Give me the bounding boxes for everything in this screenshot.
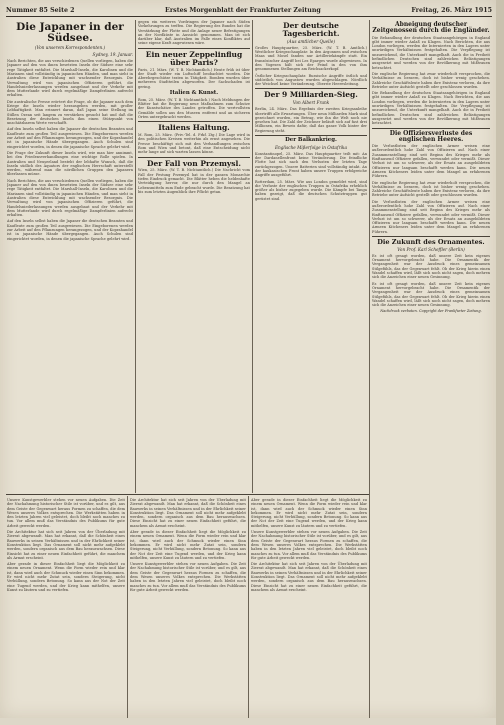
- article-headline: Der Balkankrieg.: [285, 137, 337, 144]
- article-text: Nach Berichten, die aus verschiedenen Quellen vorliegen, haben die Japaner auf den von ihnen besetzten Inseln der Südsee eine sehr rege Tätigkeit entfaltet. Die Marshall-Inseln, die Karolinen und die Marianen sind vollständig in japanischen Händen, und man sieht in Australien diese Entwicklung mit wachsender Besorgnis. Die Verwaltung wird von japanischen Offizieren geführt, die Handelsniederlassungen werden ausgebaut und der Verkehr mit dem Mutterlande wird durch regelmäßige Dampferlinien aufrecht erhalten.: [7, 178, 133, 218]
- article-dateline: Sydney, 19. Januar.: [92, 52, 133, 58]
- feuilleton-text: Die Architektur hat sich seit Jahren von der Überladung mit Zierrat abgewandt. Man hat erkannt, daß die Schönheit eines Bauwerks in seinen Verhältnissen und in der Ehrlichkeit seiner Konstruktion liegt. Das Ornament soll nicht mehr aufgeklebt werden, sondern organisch aus dem Bau herauswachsen. Diese Einsicht hat zu einer neuen Einfachheit geführt, die manchem als Armut erscheint.: [130, 498, 246, 528]
- article-text: Die australische Presse erörtert die Frage, ob die Japaner nach dem Kriege die Inseln wieder herausgeben werden, mit großer Lebhaftigkeit. Man erinnert daran, daß Japan seine Stellung im Stillen Ozean seit langem zu verstärken gesucht hat und daß die Besetzung der deutschen Inseln ihm einen Stützpunkt von unschätzbarem Werte verschafft.: [7, 99, 133, 126]
- article-text: Auf den Inseln selbst haben die Japaner die deutschen Beamten und Kaufleute zum großen Teil ausgewiesen. Die Eingeborenen werden zur Arbeit auf den Pflanzungen herangezogen, und der Koprahandel ist in japanische Hände übergegangen. Auch Schulen sind eingerichtet worden, in denen die japanische Sprache gelehrt wird.: [7, 127, 133, 149]
- article-text: Die englische Regierung hat zwar wiederholt versprochen, die Verhältnisse zu bessern, doch ist bisher wenig geschehen. Zahlreiche Geschäftsleute haben ihre Existenz verloren, da ihre Betriebe unter Aufsicht gestellt oder geschlossen wurden.: [372, 71, 490, 89]
- masthead-issue: Nummer 85 Seite 2: [6, 6, 75, 14]
- article-text: Rotterdam, 25. März. Wie aus London gemeldet wird, sind die Verluste der englischen Truppen in Ostafrika erheblich größer als bisher zugegeben wurde. Die Kämpfe bei Tanga haben gezeigt, daß die deutschen Schutztruppen gut gerüstet sind.: [255, 179, 367, 201]
- article-subline: Von Albert Frank: [292, 100, 330, 106]
- article-subline: Englische Mißerfolge in Ostafrika: [275, 144, 347, 150]
- article-text: M. Rom, 25. März. (Priv.-Tel. d. Frkf. Ztg.) Die Lage wird in den politischen Kreisen weiterhin als ernst angesehen. Die Presse beschäftigt sich mit den Verhandlungen zwischen Rom und Wien und betont, daß eine Entscheidung nicht mehr lange auf sich warten lassen könne.: [138, 133, 250, 155]
- article-text: Die Verlustlisten der englischen Armee weisen eine außerordentlich hohe Zahl von Offizieren auf. Nach einer Zusammenstellung sind seit Beginn des Krieges mehr als fünftausend Offiziere gefallen, verwundet oder vermißt. Dieser Verlust ist um so schwerer, als der Ersatz an ausgebildeten Offizieren nur langsam beschafft werden kann. Die neuen Armeen Kitcheners leiden unter dem Mangel an erfahrenen Führern.: [372, 144, 490, 179]
- column-rule: [252, 20, 253, 493]
- article-text: Nach Berichten, die aus verschiedenen Quellen vorliegen, haben die Japaner auf den von ihnen besetzten Inseln der Südsee eine sehr rege Tätigkeit entfaltet. Die Marshall-Inseln, die Karolinen und die Marianen sind vollständig in japanischen Händen, und man sieht in Australien diese Entwicklung mit wachsender Besorgnis. Die Verwaltung wird von japanischen Offizieren geführt, die Handelsniederlassungen werden ausgebaut und der Verkehr mit dem Mutterlande wird durch regelmäßige Dampferlinien aufrecht erhalten.: [7, 59, 133, 98]
- section-divider: [6, 494, 369, 495]
- masthead: [6, 4, 492, 17]
- feuilleton-text: Unsere Kunstgewerbler stehen vor neuen Aufgaben. Die Zeit der Nachahmung historischer Stile ist vorüber, und es gilt, aus dem Geiste der Gegenwart heraus Formen zu schaffen, die dem Wesen unseres Volkes entsprechen. Die Werkstätten haben in den letzten Jahren viel geleistet, doch bleibt noch manches zu tun. Vor allem muß das Verständnis des Publikums für gute Arbeit geweckt werden.: [7, 498, 125, 528]
- article-text: Großes Hauptquartier, 25. März. (W. T. B. Amtlich.) Westlicher Kriegsschauplatz: In den Argonnen und zwischen Maas und Mosel fanden nur Artilleriekämpfe statt. Ein französischer Angriff bei Les Eparges wurde abgewiesen. In den Vogesen hält sich der Feind in den von ihm genommenen Stellungen am Reichsackerkopf.: [255, 45, 367, 72]
- article-text: Die Behandlung der deutschen Staatsangehörigen in England gibt immer wieder Anlaß zu Klagen. Nach Berichten, die aus London vorliegen, werden die Internierten in den Lagern unter unwürdigen Verhältnissen festgehalten. Die Verpflegung ist unzureichend, die Unterkunft mangelhaft. Auch die in Freiheit befindlichen Deutschen sind zahlreichen Belästigungen ausgesetzt und werden von der Bevölkerung mit Mißtrauen betrachtet.: [372, 35, 490, 70]
- article-footnote: Nachdruck verboten. Copyright der Frankfurter Zeitung.: [380, 309, 482, 314]
- feuilleton-text: Die Architektur hat sich seit Jahren von der Überladung mit Zierrat abgewandt. Man hat erkannt, daß die Schönheit eines Bauwerks in seinen Verhältnissen und in der Ehrlichkeit seiner Konstruktion liegt. Das Ornament soll nicht mehr aufgeklebt werden, sondern organisch aus dem Bau herauswachsen. Diese Einsicht hat zu einer neuen Einfachheit geführt, die manchem als Armut erscheint.: [251, 562, 367, 592]
- article-subline: Von Prof. Karl Scheffler (Berlin): [397, 246, 465, 252]
- article-text: Auf den Inseln selbst haben die Japaner die deutschen Beamten und Kaufleute zum großen Teil ausgewiesen. Die Eingeborenen werden zur Arbeit auf den Pflanzungen herangezogen, und der Koprahandel ist in japanische Hände übergegangen. Auch Schulen sind eingerichtet worden, in denen die japanische Sprache gelehrt wird.: [7, 219, 133, 241]
- article-text: Konstantinopel, 25. März. Das Hauptquartier teilt mit: An der Dardanellenfront keine Veränderung. Die feindliche Flotte hat sich nach den Verlusten der letzten Tage zurückgezogen. Unsere Batterien sind vollständig intakt. An der kaukasischen Front haben unsere Truppen erfolgreiche Angriffe ausgeführt.: [255, 151, 367, 178]
- article-text: Die englische Regierung hat zwar wiederholt versprochen, die Verhältnisse zu bessern, doch ist bisher wenig geschehen. Zahlreiche Geschäftsleute haben ihre Existenz verloren, da ihre Betriebe unter Aufsicht gestellt oder geschlossen wurden.: [372, 180, 490, 198]
- article-divider: [138, 48, 250, 49]
- article-divider: [255, 88, 367, 89]
- article-text: Berlin, 24. März. Das Ergebnis der zweiten Kriegsanleihe übertrifft alle Erwartungen. Über neun Milliarden Mark sind gezeichnet worden, ein Betrag, wie ihn die Welt noch nie gesehen hat. Die Zahl der Zeichner beläuft sich auf fast drei Millionen, ein Beweis dafür, daß das ganze Volk hinter der Regierung steht.: [255, 107, 367, 133]
- column-1: [7, 20, 133, 492]
- article-divider: [372, 128, 490, 129]
- article-headline: Italien & Kunst.: [169, 90, 219, 97]
- article-text: Die Behandlung der deutschen Staatsangehörigen in England gibt immer wieder Anlaß zu Klagen. Nach Berichten, die aus London vorliegen, werden die Internierten in den Lagern unter unwürdigen Verhältnissen festgehalten. Die Verpflegung ist unzureichend, die Unterkunft mangelhaft. Auch die in Freiheit befindlichen Deutschen sind zahlreichen Belästigungen ausgesetzt und werden von der Bevölkerung mit Mißtrauen betrachtet.: [372, 91, 490, 126]
- article-divider: [138, 157, 250, 158]
- column-rule: [135, 20, 136, 493]
- article-headline: Abneigung deutscher Zeitgenossen durch die Engländer.: [372, 21, 490, 35]
- article-headline: Die Offiziersverluste des englischen Heeres.: [389, 129, 473, 143]
- article-text: Die Frage der Zukunft dieser Inseln wird, wie man hier annimmt, bei den Friedensverhandlungen eine wichtige Rolle spielen. In Australien und Neuseeland besteht der lebhafte Wunsch, daß die Inseln südlich des Äquators der englischen Herrschaft unterstellt werden, während man die nördlichen Gruppen den Japanern überlassen müsse.: [7, 150, 133, 177]
- article-divider: [255, 135, 367, 136]
- article-headline: Der deutsche Tagesbericht.: [282, 21, 340, 38]
- article-headline: Ein neuer Zeppelinflug über Paris?: [145, 49, 243, 67]
- column-4: [372, 20, 490, 718]
- column-rule: [248, 496, 249, 718]
- article-divider: [138, 121, 250, 122]
- column-rule: [369, 20, 370, 718]
- article-headline: Der Fall von Przemysl.: [147, 158, 241, 168]
- article-text: Rom, 25. März. (W. T. B. Nichtamtlich.) Nach Meldungen der Blätter hat die Regierung neue Maßnahmen zum Schutze der Kunstschätze des Landes getroffen. Die wertvollsten Gemälde sollen aus den Museen entfernt und an sicheren Orten untergebracht werden.: [138, 97, 250, 119]
- feuilleton-text: Die Architektur hat sich seit Jahren von der Überladung mit Zierrat abgewandt. Man hat erkannt, daß die Schönheit eines Bauwerks in seinen Verhältnissen und in der Ehrlichkeit seiner Konstruktion liegt. Das Ornament soll nicht mehr aufgeklebt werden, sondern organisch aus dem Bau herauswachsen. Diese Einsicht hat zu einer neuen Einfachheit geführt, die manchem als Armut erscheint.: [7, 530, 125, 560]
- article-headline: Der 9 Milliarden-Sieg.: [264, 90, 358, 100]
- article-subline: (Von unserem Korrespondenten.): [34, 45, 106, 51]
- article-headline: Italiens Haltung.: [158, 123, 230, 133]
- article-text: Die Verlustlisten der englischen Armee weisen eine außerordentlich hohe Zahl von Offizieren auf. Nach einer Zusammenstellung sind seit Beginn des Krieges mehr als fünftausend Offiziere gefallen, verwundet oder vermißt. Dieser Verlust ist um so schwerer, als der Ersatz an ausgebildeten Offizieren nur langsam beschafft werden kann. Die neuen Armeen Kitcheners leiden unter dem Mangel an erfahrenen Führern.: [372, 199, 490, 234]
- article-headline: Die Zukunft des Ornamentes.: [377, 238, 485, 247]
- article-text: Wien, 25. März. (W. T. B. Nichtamtlich.) Die Nachricht vom Fall der Festung Przemysl hat in der ganzen Monarchie tiefen Eindruck gemacht. Die Blätter heben die heldenhafte Verteidigung hervor, die nur durch den Mangel an Lebensmitteln zum Ende gebracht wurde. Die Besatzung hat bis zum letzten Augenblick ihre Pflicht getan.: [138, 168, 250, 194]
- article-text: Östlicher Kriegsschauplatz: Russische Angriffe östlich und südöstlich von Augustow wurden abgeschlagen. Nördlich der Weichsel keine Veränderung. Oberste Heeresleitung.: [255, 73, 367, 87]
- feuilleton-text: Aber gerade in dieser Einfachheit liegt die Möglichkeit zu einem neuen Ornament. Wenn die Form wieder rein und klar ist, dann wird auch der Schmuck wieder einen Sinn bekommen. Er wird nicht mehr Zutat sein, sondern Steigerung, nicht Verhüllung, sondern Betonung. So kann aus der Not der Zeit eine Tugend werden, und der Krieg kann mithelfen, unsere Kunst zu läutern und zu vertiefen.: [7, 562, 125, 592]
- article-text: Es ist oft gesagt worden, daß unsere Zeit kein eigenes Ornament hervorgebracht habe. Die Ornamentik der Vergangenheit war der Ausdruck eines gemeinsamen Stilgefühls, das der Gegenwart fehlt. Ob der Krieg hierin einen Wandel schaffen wird, läßt sich noch nicht sagen, doch mehren sich die Anzeichen einer neuen Gesinnung.: [372, 281, 490, 308]
- article-divider: [372, 236, 490, 237]
- article-subline: (Aus amtlicher Quelle): [287, 38, 335, 44]
- feuilleton-text: Unsere Kunstgewerbler stehen vor neuen Aufgaben. Die Zeit der Nachahmung historischer Stile ist vorüber, und es gilt, aus dem Geiste der Gegenwart heraus Formen zu schaffen, die dem Wesen unseres Volkes entsprechen. Die Werkstätten haben in den letzten Jahren viel geleistet, doch bleibt noch manches zu tun. Vor allem muß das Verständnis des Publikums für gute Arbeit geweckt werden.: [251, 530, 367, 560]
- feuilleton-column-2: [130, 498, 246, 716]
- feuilleton-column-3: [251, 498, 367, 716]
- article-text: Es ist oft gesagt worden, daß unsere Zeit kein eigenes Ornament hervorgebracht habe. Die Ornamentik der Vergangenheit war der Ausdruck eines gemeinsamen Stilgefühls, das der Gegenwart fehlt. Ob der Krieg hierin einen Wandel schaffen wird, läßt sich noch nicht sagen, doch mehren sich die Anzeichen einer neuen Gesinnung.: [372, 253, 490, 280]
- article-text: Paris, 21. März. (W. T. B. Nichtamtlich.) Heute früh ist über der Stadt wieder ein Luftschiff beobachtet worden. Die Abwehrgeschütze traten in Tätigkeit. Bomben wurden über mehreren Stadtteilen abgeworfen. Der Sachschaden ist gering.: [138, 67, 250, 89]
- article-headline: Die Japaner in der Südsee.: [16, 21, 124, 45]
- feuilleton-text: Aber gerade in dieser Einfachheit liegt die Möglichkeit zu einem neuen Ornament. Wenn die Form wieder rein und klar ist, dann wird auch der Schmuck wieder einen Sinn bekommen. Er wird nicht mehr Zutat sein, sondern Steigerung, nicht Verhüllung, sondern Betonung. So kann aus der Not der Zeit eine Tugend werden, und der Krieg kann mithelfen, unsere Kunst zu läutern und zu vertiefen.: [130, 530, 246, 560]
- masthead-title: Erstes Morgenblatt der Frankfurter Zeitung: [165, 6, 321, 14]
- feuilleton-column-1: [7, 498, 125, 716]
- article-text: gegen ein weiteres Vordringen der Japaner nach Süden Vorkehrungen zu treffen. Die Regierung des Bundes hat die Verstärkung der Flotte und die Anlage neuer Befestigungen an der Nordküste in Aussicht genommen. Man ist sich darüber klar, daß Australien im Falle eines Konfliktes auf seine eigene Kraft angewiesen wäre.: [138, 20, 250, 46]
- feuilleton-text: Unsere Kunstgewerbler stehen vor neuen Aufgaben. Die Zeit der Nachahmung historischer Stile ist vorüber, und es gilt, aus dem Geiste der Gegenwart heraus Formen zu schaffen, die dem Wesen unseres Volkes entsprechen. Die Werkstätten haben in den letzten Jahren viel geleistet, doch bleibt noch manches zu tun. Vor allem muß das Verständnis des Publikums für gute Arbeit geweckt werden.: [130, 562, 246, 592]
- page-edge: [496, 0, 504, 725]
- column-3: [255, 20, 367, 492]
- feuilleton-text: Aber gerade in dieser Einfachheit liegt die Möglichkeit zu einem neuen Ornament. Wenn die Form wieder rein und klar ist, dann wird auch der Schmuck wieder einen Sinn bekommen. Er wird nicht mehr Zutat sein, sondern Steigerung, nicht Verhüllung, sondern Betonung. So kann aus der Not der Zeit eine Tugend werden, und der Krieg kann mithelfen, unsere Kunst zu läutern und zu vertiefen.: [251, 498, 367, 528]
- column-rule: [127, 496, 128, 718]
- column-2: [138, 20, 250, 492]
- masthead-date: Freitag, 26. März 1915: [411, 6, 492, 14]
